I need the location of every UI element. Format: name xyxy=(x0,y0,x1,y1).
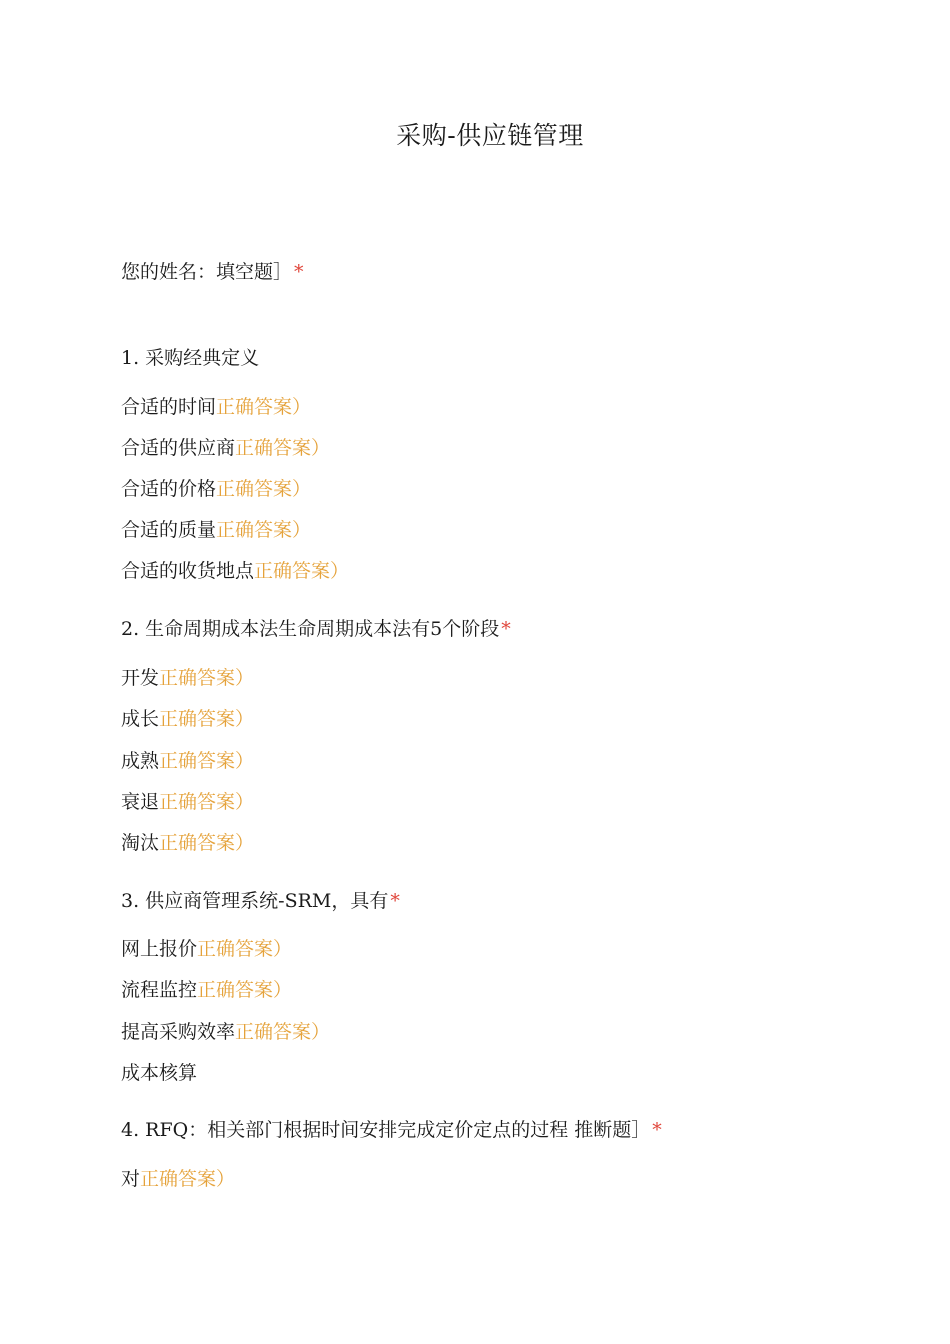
correct-answer-tag: 正确答案） xyxy=(216,396,312,418)
option-text: 淘汰 xyxy=(121,832,160,854)
required-mark: * xyxy=(390,890,400,912)
option-item xyxy=(121,829,254,857)
option-item xyxy=(121,393,311,421)
question-heading xyxy=(121,344,261,372)
option-item xyxy=(121,705,254,733)
option-item xyxy=(121,664,254,692)
correct-answer-tag: 正确答案） xyxy=(159,708,255,730)
question-heading xyxy=(121,887,400,915)
option-item xyxy=(121,475,311,503)
option-item xyxy=(121,935,292,963)
option-text: 合适的时间 xyxy=(121,396,217,418)
question-text: 4. RFQ：相关部门根据时间安排完成定价定点的过程 推断题］ xyxy=(121,1119,651,1141)
question-text: 3. 供应商管理系统-SRM，具有 xyxy=(121,890,389,912)
option-text: 合适的价格 xyxy=(121,478,217,500)
question-text: 1. 采购经典定义 xyxy=(121,347,260,369)
option-text: 流程监控 xyxy=(121,979,198,1001)
correct-answer-tag: 正确答案） xyxy=(159,832,255,854)
name-prompt-text: 您的姓名：填空题］ xyxy=(121,261,293,283)
option-text: 衰退 xyxy=(121,791,160,813)
required-mark: * xyxy=(294,261,304,283)
correct-answer-tag: 正确答案） xyxy=(197,979,293,1001)
option-text: 提高采购效率 xyxy=(121,1021,236,1043)
option-text: 成长 xyxy=(121,708,160,730)
option-text: 网上报价 xyxy=(121,938,198,960)
correct-answer-tag: 正确答案） xyxy=(197,938,293,960)
option-text: 开发 xyxy=(121,667,160,689)
option-item xyxy=(121,557,349,585)
option-item xyxy=(121,747,254,775)
option-text: 成熟 xyxy=(121,750,160,772)
correct-answer-tag: 正确答案） xyxy=(140,1168,236,1190)
question-text: 2. 生命周期成本法生命周期成本法有5个阶段 xyxy=(121,618,500,640)
question-heading xyxy=(121,1116,662,1144)
required-mark: * xyxy=(652,1119,662,1141)
correct-answer-tag: 正确答案） xyxy=(254,560,350,582)
option-item xyxy=(121,1018,330,1046)
option-text: 合适的供应商 xyxy=(121,437,236,459)
option-item xyxy=(121,516,311,544)
correct-answer-tag: 正确答案） xyxy=(159,750,255,772)
option-item xyxy=(121,1059,197,1087)
page-title: 采购-供应链管理 xyxy=(396,121,584,150)
question-heading xyxy=(121,615,511,643)
correct-answer-tag: 正确答案） xyxy=(235,437,331,459)
option-text: 对 xyxy=(121,1168,141,1190)
option-item xyxy=(121,1165,235,1193)
correct-answer-tag: 正确答案） xyxy=(216,478,312,500)
name-field-label xyxy=(121,258,304,286)
option-item xyxy=(121,976,292,1004)
option-text: 成本核算 xyxy=(121,1062,198,1084)
correct-answer-tag: 正确答案） xyxy=(216,519,312,541)
option-text: 合适的质量 xyxy=(121,519,217,541)
required-mark: * xyxy=(501,618,511,640)
correct-answer-tag: 正确答案） xyxy=(235,1021,331,1043)
option-text: 合适的收货地点 xyxy=(121,560,255,582)
correct-answer-tag: 正确答案） xyxy=(159,791,255,813)
option-item xyxy=(121,788,254,816)
correct-answer-tag: 正确答案） xyxy=(159,667,255,689)
option-item xyxy=(121,434,330,462)
